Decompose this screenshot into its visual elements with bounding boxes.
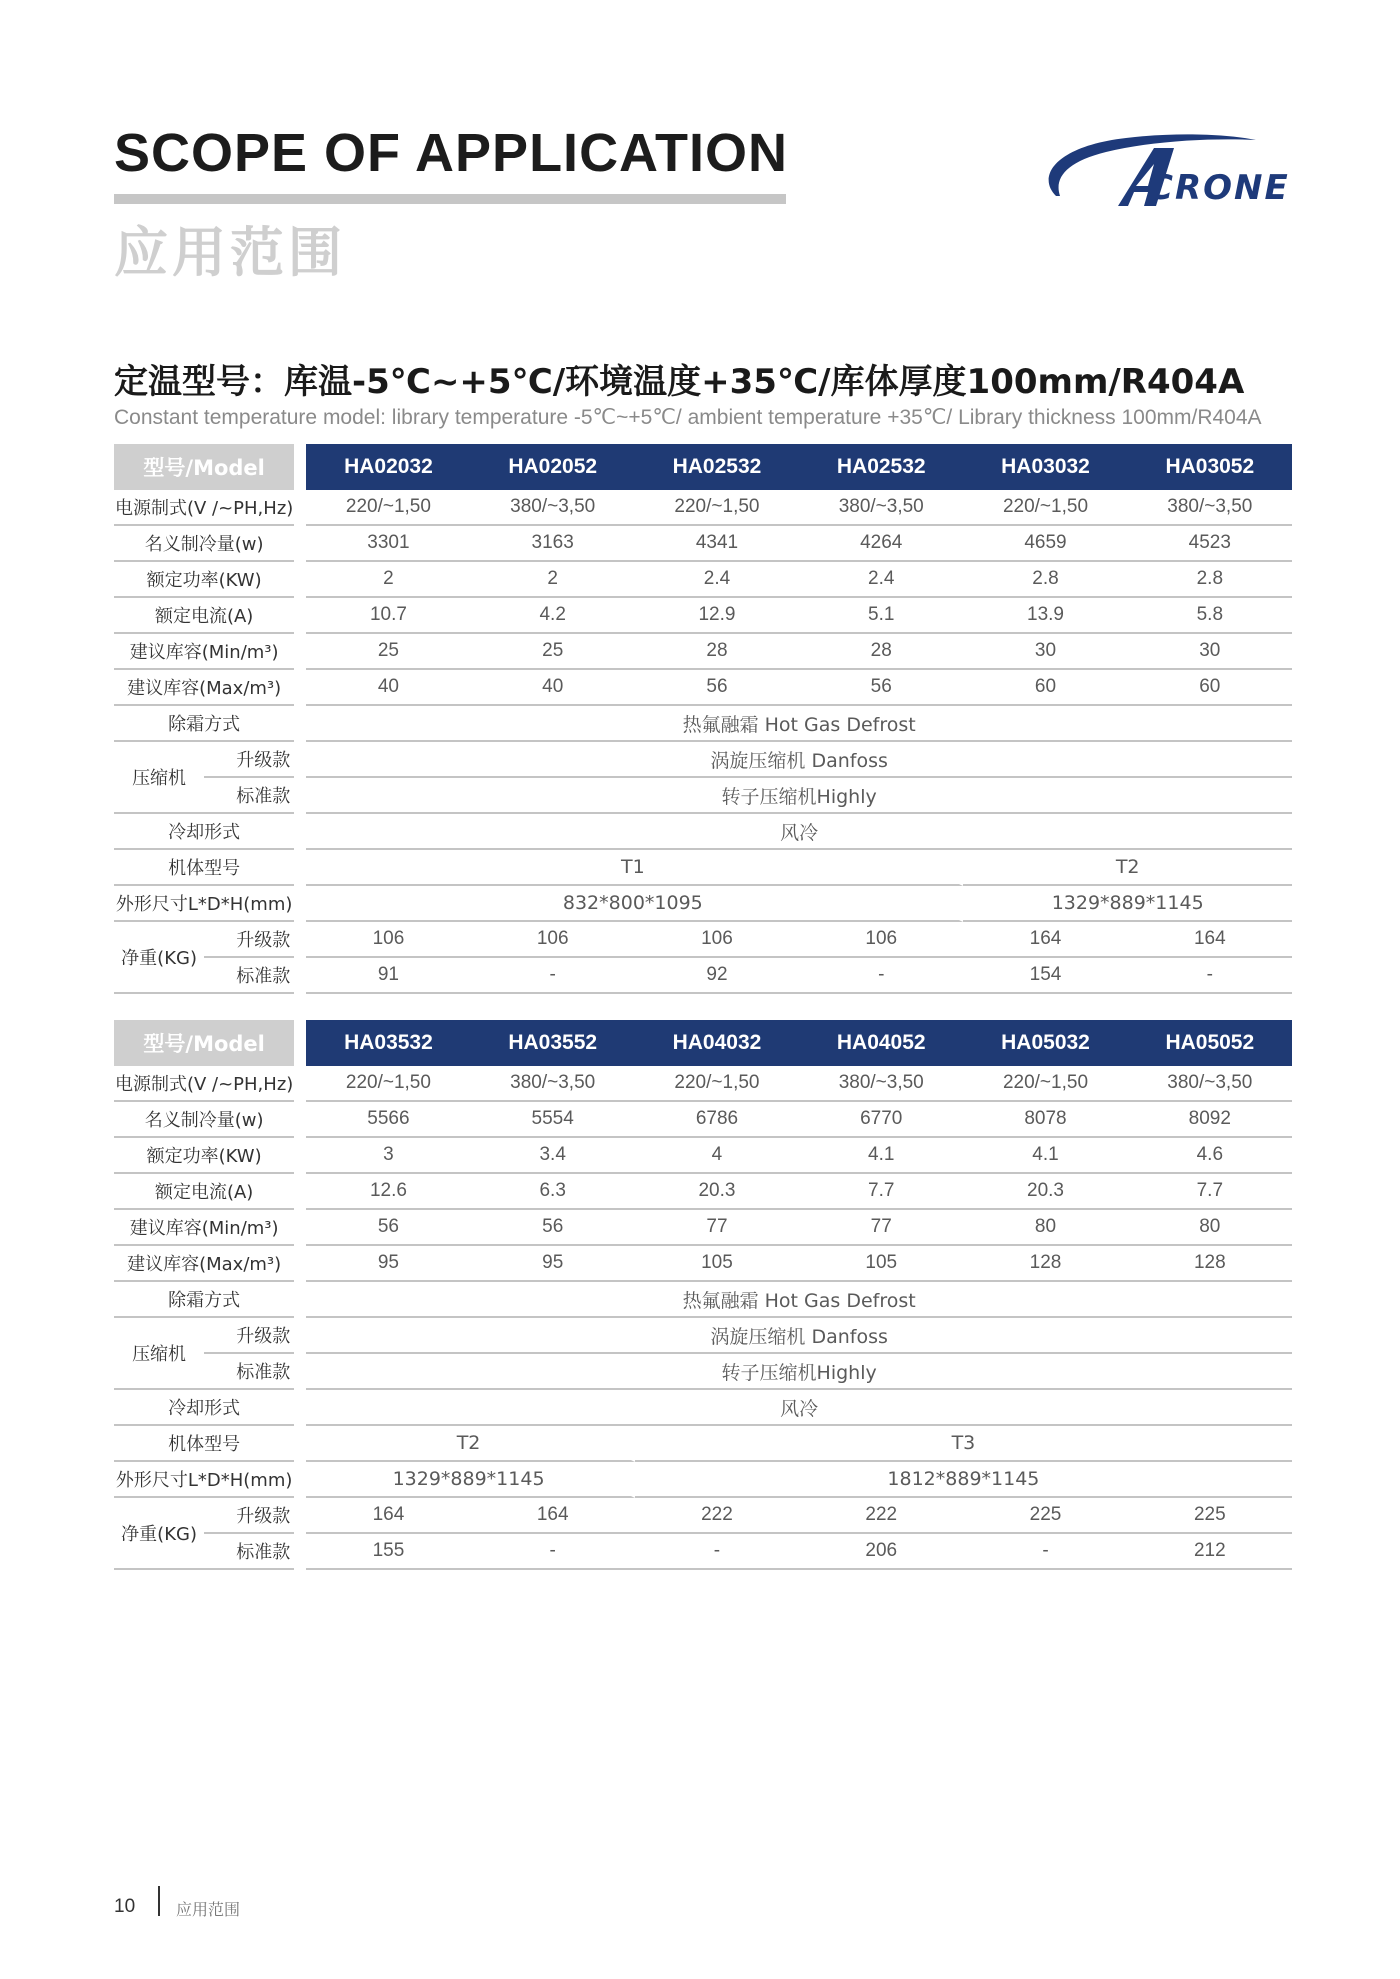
cooling-capacity-value: 6770	[799, 1102, 963, 1138]
power-value: 220/~1,50	[306, 1066, 470, 1102]
model-name: HA02052	[471, 444, 635, 490]
volume-max-value: 40	[471, 670, 635, 706]
compressor-upgrade-value: 涡旋压缩机 Danfoss	[306, 742, 1292, 778]
table-row	[114, 1282, 1292, 1318]
power-value: 380/~3,50	[799, 490, 963, 526]
table-row	[114, 562, 1292, 598]
rated-power-value: 2	[471, 562, 635, 598]
dimension-label: 外形尺寸L*D*H(mm)	[114, 886, 294, 922]
footer-divider	[158, 1886, 160, 1916]
volume-max-value: 56	[799, 670, 963, 706]
rated-power-value: 2.4	[635, 562, 799, 598]
power-value: 380/~3,50	[471, 490, 635, 526]
cooling-capacity-value: 4341	[635, 526, 799, 562]
rated-power-value: 3.4	[471, 1138, 635, 1174]
table-row	[114, 1246, 1292, 1282]
rated-power-value: 2	[306, 562, 470, 598]
model-name: HA02532	[635, 444, 799, 490]
defrost-label: 除霜方式	[114, 1282, 294, 1318]
weight-upgrade-label: 升级款	[204, 922, 294, 958]
rated-current-value: 7.7	[1128, 1174, 1292, 1210]
rated-power-label: 额定功率(KW)	[114, 1138, 294, 1174]
model-name: HA02032	[306, 444, 470, 490]
volume-max-value: 95	[471, 1246, 635, 1282]
table-row	[114, 1210, 1292, 1246]
body-model-label: 机体型号	[114, 1426, 294, 1462]
table-row	[114, 886, 1292, 922]
rated-current-value: 4.2	[471, 598, 635, 634]
weight-upgrade-value: 225	[963, 1498, 1127, 1534]
rated-current-value: 5.8	[1128, 598, 1292, 634]
power-value: 380/~3,50	[799, 1066, 963, 1102]
weight-standard-value: -	[635, 1534, 799, 1570]
volume-min-value: 56	[471, 1210, 635, 1246]
weight-upgrade-value: 164	[471, 1498, 635, 1534]
table-row	[114, 814, 1292, 850]
cooling-mode-value: 风冷	[306, 1390, 1292, 1426]
model-name: HA05052	[1128, 1020, 1292, 1066]
compressor-label: 压缩机	[114, 1318, 204, 1390]
rated-current-value: 20.3	[635, 1174, 799, 1210]
rated-power-value: 2.8	[1128, 562, 1292, 598]
power-value: 220/~1,50	[963, 1066, 1127, 1102]
rated-current-value: 10.7	[306, 598, 470, 634]
volume-max-label: 建议库容(Max/m³)	[114, 670, 294, 706]
rated-power-value: 4.1	[799, 1138, 963, 1174]
table-header-row	[114, 1020, 1292, 1066]
cooling-capacity-value: 5566	[306, 1102, 470, 1138]
rated-power-value: 4	[635, 1138, 799, 1174]
table-row	[114, 1318, 1292, 1354]
table-row	[114, 1498, 1292, 1534]
rated-current-value: 12.9	[635, 598, 799, 634]
weight-upgrade-value: 222	[799, 1498, 963, 1534]
weight-upgrade-label: 升级款	[204, 1498, 294, 1534]
volume-min-value: 28	[799, 634, 963, 670]
body-model-label: 机体型号	[114, 850, 294, 886]
table-row	[114, 778, 1292, 814]
model-name: HA05032	[963, 1020, 1127, 1066]
table-row	[114, 598, 1292, 634]
subtitle-en: Constant temperature model: library temperature -5℃~+5℃/ ambient temperature +35℃/ Library thickness 100mm/R404A	[114, 406, 1262, 429]
footer-section: 应用范围	[176, 1900, 241, 1919]
power-label: 电源制式(V /~PH,Hz)	[114, 1066, 294, 1102]
volume-max-value: 95	[306, 1246, 470, 1282]
weight-standard-value: 212	[1128, 1534, 1292, 1570]
body-model-value: T2	[963, 850, 1292, 886]
table-row	[114, 1138, 1292, 1174]
table-row	[114, 1066, 1292, 1102]
table-row	[114, 670, 1292, 706]
weight-upgrade-value: 225	[1128, 1498, 1292, 1534]
weight-standard-label: 标准款	[204, 1534, 294, 1570]
weight-standard-value: -	[799, 958, 963, 994]
defrost-label: 除霜方式	[114, 706, 294, 742]
rated-current-label: 额定电流(A)	[114, 598, 294, 634]
weight-upgrade-value: 106	[471, 922, 635, 958]
dimension-value: 832*800*1095	[306, 886, 963, 922]
model-name: HA02532	[799, 444, 963, 490]
cooling-capacity-value: 4659	[963, 526, 1127, 562]
weight-standard-value: -	[1128, 958, 1292, 994]
rated-current-label: 额定电流(A)	[114, 1174, 294, 1210]
volume-min-value: 30	[1128, 634, 1292, 670]
volume-min-value: 25	[471, 634, 635, 670]
weight-standard-value: 155	[306, 1534, 470, 1570]
rated-current-value: 20.3	[963, 1174, 1127, 1210]
weight-standard-value: -	[963, 1534, 1127, 1570]
cooling-mode-value: 风冷	[306, 814, 1292, 850]
dimension-value: 1812*889*1145	[635, 1462, 1292, 1498]
model-label: 型号/Model	[114, 444, 294, 490]
volume-min-value: 25	[306, 634, 470, 670]
cooling-mode-label: 冷却形式	[114, 814, 294, 850]
compressor-standard-label: 标准款	[204, 1354, 294, 1390]
table-row	[114, 706, 1292, 742]
cooling-capacity-label: 名义制冷量(w)	[114, 526, 294, 562]
weight-upgrade-value: 164	[963, 922, 1127, 958]
volume-max-value: 105	[799, 1246, 963, 1282]
model-label: 型号/Model	[114, 1020, 294, 1066]
dimension-value: 1329*889*1145	[306, 1462, 635, 1498]
volume-min-value: 80	[963, 1210, 1127, 1246]
body-model-value: T2	[306, 1426, 635, 1462]
rated-power-value: 4.1	[963, 1138, 1127, 1174]
power-value: 220/~1,50	[635, 1066, 799, 1102]
cooling-capacity-value: 4523	[1128, 526, 1292, 562]
power-value: 220/~1,50	[963, 490, 1127, 526]
dimension-label: 外形尺寸L*D*H(mm)	[114, 1462, 294, 1498]
dimension-value: 1329*889*1145	[963, 886, 1292, 922]
table-row	[114, 1102, 1292, 1138]
table-header-row	[114, 444, 1292, 490]
spec-table-2	[114, 1020, 1292, 1570]
logo-text: CRONE	[1148, 168, 1290, 208]
power-value: 220/~1,50	[635, 490, 799, 526]
table-row	[114, 634, 1292, 670]
cooling-capacity-value: 3163	[471, 526, 635, 562]
power-label: 电源制式(V /~PH,Hz)	[114, 490, 294, 526]
rated-current-value: 6.3	[471, 1174, 635, 1210]
subtitle-cn: 定温型号：库温-5℃~+5℃/环境温度+35℃/库体厚度100mm/R404A	[114, 362, 1245, 402]
weight-standard-value: -	[471, 958, 635, 994]
volume-max-value: 128	[1128, 1246, 1292, 1282]
volume-min-value: 56	[306, 1210, 470, 1246]
power-value: 220/~1,50	[306, 490, 470, 526]
model-name: HA04052	[799, 1020, 963, 1066]
rated-current-value: 13.9	[963, 598, 1127, 634]
cooling-capacity-value: 8092	[1128, 1102, 1292, 1138]
volume-max-value: 128	[963, 1246, 1127, 1282]
table-row	[114, 742, 1292, 778]
model-name: HA04032	[635, 1020, 799, 1066]
power-value: 380/~3,50	[1128, 1066, 1292, 1102]
compressor-label: 压缩机	[114, 742, 204, 814]
table-row	[114, 1426, 1292, 1462]
cooling-capacity-value: 5554	[471, 1102, 635, 1138]
weight-standard-value: 154	[963, 958, 1127, 994]
compressor-upgrade-label: 升级款	[204, 1318, 294, 1354]
net-weight-label: 净重(KG)	[114, 922, 204, 994]
rated-current-value: 7.7	[799, 1174, 963, 1210]
weight-standard-value: 206	[799, 1534, 963, 1570]
weight-upgrade-value: 164	[306, 1498, 470, 1534]
page-number: 10	[114, 1896, 136, 1917]
net-weight-label: 净重(KG)	[114, 1498, 204, 1570]
weight-standard-value: -	[471, 1534, 635, 1570]
body-model-value: T1	[306, 850, 963, 886]
acrone-logo	[1036, 126, 1292, 216]
weight-upgrade-value: 164	[1128, 922, 1292, 958]
weight-standard-value: 91	[306, 958, 470, 994]
volume-max-value: 105	[635, 1246, 799, 1282]
cooling-capacity-value: 4264	[799, 526, 963, 562]
volume-max-value: 60	[1128, 670, 1292, 706]
table-row	[114, 958, 1292, 994]
table-row	[114, 1462, 1292, 1498]
volume-max-value: 60	[963, 670, 1127, 706]
volume-max-value: 40	[306, 670, 470, 706]
rated-power-value: 2.4	[799, 562, 963, 598]
compressor-standard-label: 标准款	[204, 778, 294, 814]
cooling-capacity-value: 6786	[635, 1102, 799, 1138]
rated-power-value: 3	[306, 1138, 470, 1174]
defrost-value: 热氟融霜 Hot Gas Defrost	[306, 1282, 1292, 1318]
table-row	[114, 1534, 1292, 1570]
cooling-capacity-value: 8078	[963, 1102, 1127, 1138]
page-title-en: SCOPE OF APPLICATION	[114, 123, 789, 183]
weight-standard-value: 92	[635, 958, 799, 994]
cooling-capacity-label: 名义制冷量(w)	[114, 1102, 294, 1138]
volume-max-value: 56	[635, 670, 799, 706]
volume-min-value: 77	[635, 1210, 799, 1246]
table-row	[114, 526, 1292, 562]
model-name: HA03052	[1128, 444, 1292, 490]
title-underline	[114, 194, 786, 204]
table-row	[114, 850, 1292, 886]
table-row	[114, 922, 1292, 958]
weight-upgrade-value: 106	[306, 922, 470, 958]
power-value: 380/~3,50	[471, 1066, 635, 1102]
rated-power-label: 额定功率(KW)	[114, 562, 294, 598]
volume-min-value: 77	[799, 1210, 963, 1246]
defrost-value: 热氟融霜 Hot Gas Defrost	[306, 706, 1292, 742]
page-title-cn: 应用范围	[114, 221, 346, 284]
table-row	[114, 1390, 1292, 1426]
volume-min-value: 30	[963, 634, 1127, 670]
spec-table-1	[114, 444, 1292, 994]
table-row	[114, 1174, 1292, 1210]
model-name: HA03032	[963, 444, 1127, 490]
rated-power-value: 2.8	[963, 562, 1127, 598]
body-model-value: T3	[635, 1426, 1292, 1462]
volume-min-value: 80	[1128, 1210, 1292, 1246]
rated-current-value: 12.6	[306, 1174, 470, 1210]
weight-standard-label: 标准款	[204, 958, 294, 994]
weight-upgrade-value: 222	[635, 1498, 799, 1534]
power-value: 380/~3,50	[1128, 490, 1292, 526]
compressor-upgrade-value: 涡旋压缩机 Danfoss	[306, 1318, 1292, 1354]
volume-min-label: 建议库容(Min/m³)	[114, 1210, 294, 1246]
model-name: HA03532	[306, 1020, 470, 1066]
cooling-capacity-value: 3301	[306, 526, 470, 562]
volume-min-value: 28	[635, 634, 799, 670]
compressor-standard-value: 转子压缩机Highly	[306, 1354, 1292, 1390]
weight-upgrade-value: 106	[799, 922, 963, 958]
compressor-upgrade-label: 升级款	[204, 742, 294, 778]
volume-max-label: 建议库容(Max/m³)	[114, 1246, 294, 1282]
rated-current-value: 5.1	[799, 598, 963, 634]
weight-upgrade-value: 106	[635, 922, 799, 958]
rated-power-value: 4.6	[1128, 1138, 1292, 1174]
table-row	[114, 1354, 1292, 1390]
volume-min-label: 建议库容(Min/m³)	[114, 634, 294, 670]
table-row	[114, 490, 1292, 526]
cooling-mode-label: 冷却形式	[114, 1390, 294, 1426]
model-name: HA03552	[471, 1020, 635, 1066]
compressor-standard-value: 转子压缩机Highly	[306, 778, 1292, 814]
